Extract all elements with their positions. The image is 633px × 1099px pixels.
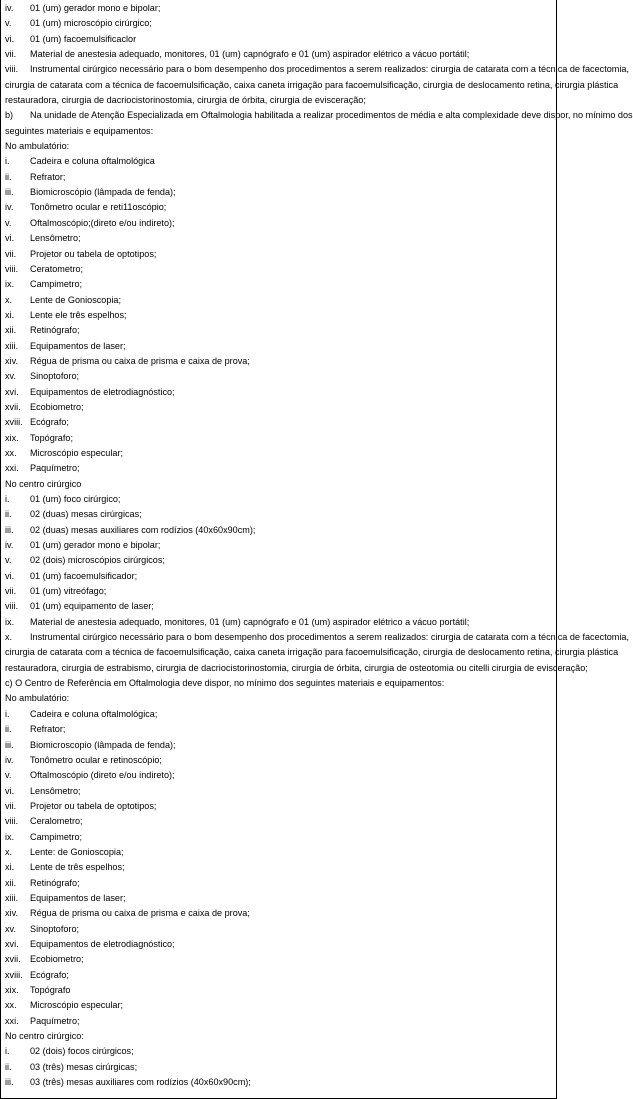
list-item-text: 01 (um) vitreófago; [30,586,107,597]
list-item-text: Retinógrafo; [30,325,80,336]
list-item [5,400,552,415]
list-item-number: iii. [5,187,14,198]
list-item-number: v. [5,555,12,566]
list-item [5,738,552,753]
list-item [5,446,552,461]
list-item-text: Material de anestesia adequado, monitores, 01 (um) capnógrafo e 01 (um) aspirador elétrico a vácuo portátil; [30,616,470,627]
list-item [5,507,552,522]
list-item [5,323,552,338]
list-item [5,891,552,906]
list-item [5,599,552,614]
list-item-number: xviii. [5,969,23,980]
list-item [5,32,552,47]
list-item-text: 01 (um) facoemulsificaclor [30,33,137,44]
list-item [5,247,552,262]
list-item [5,630,629,645]
list-item [5,154,552,169]
list-item [5,185,552,200]
list-item-text: Ecógrafo; [30,969,69,980]
paragraph-line: restauradora, cirurgia de estrabismo, cirurgia de dacriocistorinostomia, cirurgia de órbita, cirurgia de osteotomia ou citelli cirurgia de evisceração; [5,662,588,673]
list-item-number: xiv. [5,908,18,919]
list-item-text: Projetor ou tabela de optotipos; [30,248,157,259]
list-item-number: ii. [5,1061,12,1072]
centro-cirurgico-list [5,492,552,630]
list-item [5,523,552,538]
subsection-heading: No ambulatório: [5,693,70,704]
list-item-text: Equipamentos de laser; [30,892,126,903]
list-item-number: vi. [5,570,15,581]
list-item [5,200,552,215]
list-item-text: Régua de prisma ou caixa de prisma e caixa de prova; [30,908,250,919]
surgical-list-continued [5,1,629,108]
paragraph-line: cirurgia de catarata com a técnica de facoemulsificação, caixa caneta irrigação para facoemulsificação, cirurgia de deslocamento retina, cirurgia plástica [5,79,619,90]
list-item-number: v. [5,18,12,29]
paragraph-line: seguintes materiais e equipamentos: [5,125,154,136]
list-item [5,860,552,875]
section-letter: b) [5,110,14,121]
list-item-number: v. [5,770,12,781]
list-item-text: Projetor ou tabela de optotipos; [30,800,157,811]
list-item [5,1044,552,1059]
list-item-text: Paquímetro; [30,1015,80,1026]
list-item-number: x. [5,294,13,305]
list-item-text: Lente ele três espelhos; [30,309,127,320]
list-item [5,753,552,768]
list-item [5,722,552,737]
list-item-number: xxi. [5,463,19,474]
list-item-text: Régua de prisma ou caixa de prisma e caixa de prova; [30,355,250,366]
list-item-text: Ecógrafo; [30,417,69,428]
list-item [5,415,552,430]
subsection-heading: No centro cirúrgico [5,478,82,489]
list-item [5,584,552,599]
list-item [5,553,552,568]
list-item-number: xii. [5,325,17,336]
list-item-text: Ceralometro; [30,816,83,827]
list-item-text: 02 (dois) microscópios cirúrgicos; [30,555,165,566]
list-item-number: v. [5,217,12,228]
list-item-number: iii. [5,739,14,750]
list-item-number: i. [5,708,10,719]
list-item-number: iii. [5,524,14,535]
list-item-text: Microscópio especular; [30,1000,123,1011]
list-item-text: 01 (um) equipamento de laser; [30,601,154,612]
list-item-number: xix. [5,985,19,995]
list-item-text: Refrator; [30,171,66,182]
list-item [5,47,552,62]
section-heading: c) O Centro de Referência em Oftalmologia deve dispor, no mínimo dos seguintes materiais e equipamentos: [5,678,445,689]
list-item [5,262,552,277]
list-item [5,461,552,476]
list-item-number: x. [5,846,13,857]
list-item [5,1075,552,1090]
list-item-number: x. [5,632,13,643]
list-item-number: vi. [5,233,15,244]
list-item-text: 01 (um) gerador mono e bipolar; [30,3,161,13]
list-item-number: xi. [5,862,15,873]
list-item-text: Biomicroscopio (lâmpada de fenda); [30,739,176,750]
list-item-text: Tonômetro ocular e retinoscópio; [30,754,162,765]
list-item-text: Campimetro; [30,279,83,290]
list-item-number: ix. [5,279,15,290]
list-item-number: vii. [5,49,17,60]
list-item-number: xxi. [5,1015,19,1026]
list-item [5,216,552,231]
list-item [5,62,629,77]
list-item [5,615,552,630]
list-item-text: Lensômetro; [30,233,81,244]
list-item [5,293,552,308]
list-item-text: Sinoptoforo; [30,923,80,934]
list-item-number: iii. [5,1077,14,1088]
list-item-number: xiv. [5,355,18,366]
list-item-number: xvii. [5,954,21,965]
list-item [5,277,552,292]
paragraph-line: cirurgia de catarata com a técnica de facoemulsificação, caixa caneta irrigação para facoemulsificação, cirurgia de deslocamento retina, cirurgia plástica [5,647,619,658]
list-item-text: 02 (duas) mesas auxiliares com rodízios (40x60x90cm); [30,524,256,535]
list-item-text: Equipamentos de laser; [30,340,126,351]
list-item-text: Refrator; [30,724,66,735]
list-item [5,308,552,323]
list-item-text: Cadeira e coluna oftalmológica [30,156,155,167]
list-item-number: xx. [5,447,17,458]
list-item-text: 01 (um) gerador mono e bipolar; [30,540,161,551]
list-item-text: Biomicroscópio (lâmpada de fenda); [30,187,176,198]
list-item-number: xvi. [5,386,19,397]
list-item-text: Ecobiometro; [30,401,84,412]
list-item-number: vii. [5,800,17,811]
list-item-number: xvii. [5,401,21,412]
section-heading [5,108,633,123]
list-item-number: xix. [5,432,19,443]
paragraph-line: restauradora, cirurgia de dacriocistorinostomia, cirurgia de órbita, cirurgia de evisceração; [5,95,366,106]
list-item-number: vii. [5,248,17,259]
list-item-number: xii. [5,877,17,888]
list-item-text: Ecobiometro; [30,954,84,965]
list-item [5,952,552,967]
list-item-number: vi. [5,785,15,796]
list-item [5,814,552,829]
list-item [5,768,552,783]
list-item-text: 02 (duas) mesas cirúrgicas; [30,509,142,520]
list-item [5,492,552,507]
list-item-text: Instrumental cirúrgico necessário para o bom desempenho dos procedimentos a serem realizados: cirurgia de catarata com a técnica de facectomia, [30,64,629,75]
list-item-text: Microscópio especular; [30,447,123,458]
list-item-number: xvi. [5,938,19,949]
list-item-text: Cadeira e coluna oftalmológica; [30,708,158,719]
list-item-number: xviii. [5,417,23,428]
list-item [5,385,552,400]
list-item [5,799,552,814]
list-item [5,538,552,553]
list-item [5,170,552,185]
list-item-number: ii. [5,171,12,182]
list-item [5,876,552,891]
list-item-text: Material de anestesia adequado, monitores, 01 (um) capnógrafo e 01 (um) aspirador elétrico a vácuo portátil; [30,49,470,60]
list-item-text: Lensômetro; [30,785,81,796]
ambulatorio-list [5,707,552,1029]
list-item [5,1060,552,1075]
list-item-number: i. [5,494,10,504]
list-item [5,16,552,31]
list-item-text: Campimetro; [30,831,83,842]
list-item-text: Instrumental cirúrgico necessário para o bom desempenho dos procedimentos a serem realizados: cirurgia de catarata com a técnica de facectomia, [30,632,629,643]
section-b [5,108,633,676]
list-item-text: Lente: de Gonioscopia; [30,846,124,857]
list-item-text: 01 (um) microscópio cirúrgico; [30,18,152,29]
list-item-number: ii. [5,509,12,520]
list-item-number: xv. [5,371,16,382]
list-item-number: viii. [5,816,19,827]
list-item [5,937,552,952]
list-item-number: viii. [5,64,19,75]
list-item-text: Equipamentos de eletrodiagnóstico; [30,938,175,949]
list-item-text: Oftalmoscópio;(direto e/ou indireto); [30,217,175,228]
subsection-heading: No centro cirúrgico: [5,1031,84,1042]
list-item-text: Lente de Gonioscopia; [30,294,122,305]
list-item-number: i. [5,156,10,167]
list-item-text: Topógrafo [30,985,71,995]
list-item-text: Lente de três espelhos; [30,862,125,873]
list-item [5,369,552,384]
list-item-number: ix. [5,831,15,842]
list-item [5,707,552,722]
list-item-text: Oftalmoscópio (direto e/ou indireto); [30,770,175,781]
list-item [5,922,552,937]
centro-cirurgico-list [5,1044,552,1090]
list-item [5,1,552,16]
list-item-number: xiii. [5,340,19,351]
list-item-text: Equipamentos de eletrodiagnóstico; [30,386,175,397]
list-item [5,906,552,921]
list-item [5,830,552,845]
list-item [5,339,552,354]
list-item [5,569,552,584]
list-item [5,231,552,246]
list-item [5,998,552,1013]
list-item-number: iv. [5,202,14,213]
list-item [5,354,552,369]
list-item-text: Tonômetro ocular e reti11oscópio; [30,202,167,213]
list-item-text: 02 (dois) focos cirúrgicos; [30,1046,134,1057]
list-item [5,784,552,799]
list-item [5,968,552,983]
list-item-number: i. [5,1046,10,1057]
list-item-number: xv. [5,923,16,934]
list-item-number: xiii. [5,892,19,903]
list-item-number: vii. [5,586,17,597]
list-item-text: 03 (três) mesas cirúrgicas; [30,1061,138,1072]
list-item [5,845,552,860]
list-item-number: xx. [5,1000,17,1011]
list-item-text: Ceratometro; [30,263,84,274]
section-intro-text: Na unidade de Atenção Especializada em Oftalmologia habilitada a realizar procedimentos de média e alta complexidade deve dispor, no mínimo dos [30,110,633,121]
list-item-text: 01 (um) foco cirúrgico; [30,494,121,504]
list-item [5,983,552,998]
list-item-number: ix. [5,616,15,627]
list-item [5,1014,552,1029]
list-item-text: Retinógrafo; [30,877,80,888]
list-item-text: Paquímetro; [30,463,80,474]
list-item-number: ii. [5,724,12,735]
list-item-text: 01 (um) facoemulsificador; [30,570,138,581]
list-item-number: viii. [5,601,19,612]
section-c [5,676,552,1090]
list-item-number: iv. [5,540,14,551]
list-item [5,431,552,446]
list-item-text: Topógrafo; [30,432,73,443]
list-item-number: iv. [5,3,14,13]
list-item-text: Sinoptoforo; [30,371,80,382]
ambulatorio-list [5,154,552,476]
list-item-number: vi. [5,33,15,44]
list-item-number: viii. [5,263,19,274]
list-item-number: xi. [5,309,15,320]
list-item-text: 03 (três) mesas auxiliares com rodízios (40x60x90cm); [30,1077,251,1088]
list-item-number: iv. [5,754,14,765]
subsection-heading: No ambulatório: [5,141,70,152]
